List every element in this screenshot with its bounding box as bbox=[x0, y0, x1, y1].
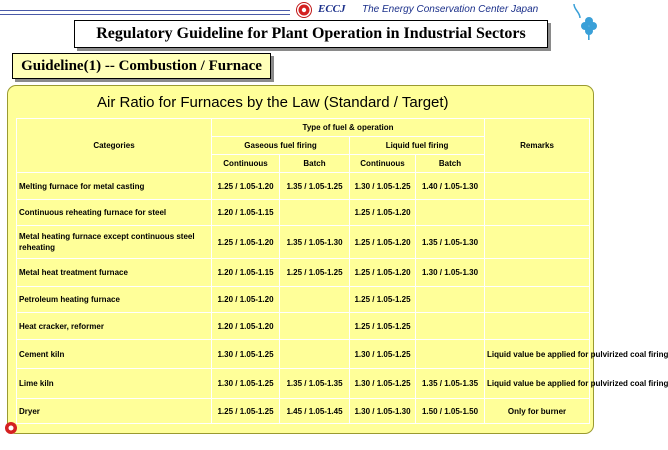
header-liquid-batch: Batch bbox=[416, 155, 485, 173]
cell-remarks: Liquid value be applied for pulvirized coal firing bbox=[485, 340, 590, 369]
cell-remarks: Liquid value be applied for pulvirized coal firing bbox=[485, 369, 590, 399]
cell-gas-batch bbox=[280, 287, 350, 313]
header-liquid-continuous: Continuous bbox=[350, 155, 416, 173]
corner-logo-icon bbox=[4, 421, 18, 435]
header-gaseous: Gaseous fuel firing bbox=[212, 137, 350, 155]
cell-gas-batch: 1.25 / 1.05-1.25 bbox=[280, 259, 350, 287]
cell-liquid-continuous: 1.30 / 1.05-1.30 bbox=[350, 399, 416, 424]
table-row bbox=[17, 399, 590, 424]
row-category: Cement kiln bbox=[17, 340, 212, 369]
cell-liquid-continuous: 1.25 / 1.05-1.25 bbox=[350, 313, 416, 340]
cell-gas-continuous: 1.25 / 1.05-1.20 bbox=[212, 226, 280, 259]
cell-gas-continuous: 1.20 / 1.05-1.15 bbox=[212, 200, 280, 226]
row-category: Dryer bbox=[17, 399, 212, 424]
row-category: Melting furnace for metal casting bbox=[17, 173, 212, 200]
cell-liquid-continuous: 1.30 / 1.05-1.25 bbox=[350, 173, 416, 200]
header-type-of-fuel: Type of fuel & operation bbox=[212, 119, 485, 137]
cell-gas-continuous: 1.25 / 1.05-1.20 bbox=[212, 173, 280, 200]
cell-liquid-continuous: 1.30 / 1.05-1.25 bbox=[350, 369, 416, 399]
cell-gas-batch: 1.35 / 1.05-1.25 bbox=[280, 173, 350, 200]
row-category: Metal heat treatment furnace bbox=[17, 259, 212, 287]
cell-liquid-batch: 1.50 / 1.05-1.50 bbox=[416, 399, 485, 424]
table-row bbox=[17, 259, 590, 287]
table-row bbox=[17, 287, 590, 313]
cell-gas-continuous: 1.25 / 1.05-1.25 bbox=[212, 399, 280, 424]
cell-remarks: Only for burner bbox=[485, 399, 590, 424]
cell-gas-batch bbox=[280, 313, 350, 340]
cell-gas-continuous: 1.30 / 1.05-1.25 bbox=[212, 369, 280, 399]
cell-liquid-continuous: 1.30 / 1.05-1.25 bbox=[350, 340, 416, 369]
organization-name: The Energy Conservation Center Japan bbox=[362, 4, 539, 15]
cell-liquid-continuous: 1.25 / 1.05-1.20 bbox=[350, 226, 416, 259]
table-row bbox=[17, 226, 590, 259]
cell-gas-batch bbox=[280, 200, 350, 226]
cell-gas-continuous: 1.20 / 1.05-1.20 bbox=[212, 287, 280, 313]
cell-gas-continuous: 1.30 / 1.05-1.25 bbox=[212, 340, 280, 369]
air-ratio-table bbox=[16, 118, 668, 424]
cell-liquid-batch: 1.30 / 1.05-1.30 bbox=[416, 259, 485, 287]
brand-name: ECCJ bbox=[318, 3, 346, 15]
cell-remarks bbox=[485, 287, 590, 313]
row-category: Metal heating furnace except continuous steel reheating bbox=[17, 226, 212, 259]
cell-remarks bbox=[485, 313, 590, 340]
row-category: Continuous reheating furnace for steel bbox=[17, 200, 212, 226]
row-category: Petroleum heating furnace bbox=[17, 287, 212, 313]
eccj-logo-icon bbox=[296, 2, 312, 18]
cell-remarks bbox=[485, 173, 590, 200]
cell-gas-batch: 1.45 / 1.05-1.45 bbox=[280, 399, 350, 424]
cell-liquid-continuous: 1.25 / 1.05-1.20 bbox=[350, 259, 416, 287]
table-title: Air Ratio for Furnaces by the Law (Standard / Target) bbox=[97, 94, 449, 111]
header-gas-continuous: Continuous bbox=[212, 155, 280, 173]
table-row bbox=[17, 369, 590, 399]
cell-gas-continuous: 1.20 / 1.05-1.20 bbox=[212, 313, 280, 340]
cell-liquid-batch bbox=[416, 313, 485, 340]
header-rule bbox=[0, 10, 290, 15]
guideline-label: Guideline(1) -- Combustion / Furnace bbox=[12, 53, 271, 79]
cell-liquid-batch: 1.35 / 1.05-1.30 bbox=[416, 226, 485, 259]
cell-gas-batch: 1.35 / 1.05-1.30 bbox=[280, 226, 350, 259]
cell-remarks bbox=[485, 259, 590, 287]
cell-remarks bbox=[485, 200, 590, 226]
table-row bbox=[17, 173, 590, 200]
cell-liquid-batch: 1.35 / 1.05-1.35 bbox=[416, 369, 485, 399]
cell-remarks bbox=[485, 226, 590, 259]
cell-liquid-batch bbox=[416, 200, 485, 226]
table-row bbox=[17, 340, 590, 369]
header-gas-batch: Batch bbox=[280, 155, 350, 173]
cell-gas-batch bbox=[280, 340, 350, 369]
slide-title: Regulatory Guideline for Plant Operation in Industrial Sectors bbox=[74, 20, 548, 48]
row-category: Lime kiln bbox=[17, 369, 212, 399]
cell-liquid-batch bbox=[416, 340, 485, 369]
cell-liquid-batch bbox=[416, 287, 485, 313]
header-categories: Categories bbox=[17, 119, 212, 173]
cell-gas-batch: 1.35 / 1.05-1.35 bbox=[280, 369, 350, 399]
header-liquid: Liquid fuel firing bbox=[350, 137, 485, 155]
table-body bbox=[17, 173, 668, 424]
cell-liquid-continuous: 1.25 / 1.05-1.20 bbox=[350, 200, 416, 226]
row-category: Heat cracker, reformer bbox=[17, 313, 212, 340]
header-remarks: Remarks bbox=[485, 119, 590, 173]
clover-icon bbox=[566, 2, 600, 44]
cell-gas-continuous: 1.20 / 1.05-1.15 bbox=[212, 259, 280, 287]
table-row bbox=[17, 313, 590, 340]
cell-liquid-batch: 1.40 / 1.05-1.30 bbox=[416, 173, 485, 200]
table-row bbox=[17, 200, 590, 226]
cell-liquid-continuous: 1.25 / 1.05-1.25 bbox=[350, 287, 416, 313]
